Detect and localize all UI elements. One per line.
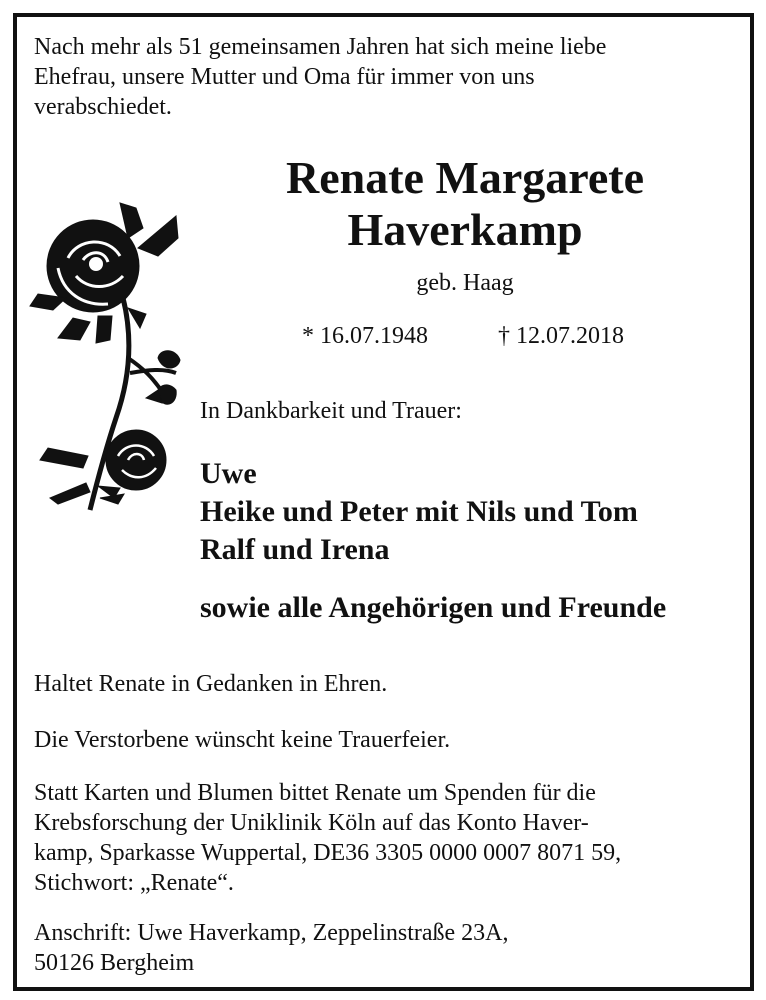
donation-request: Statt Karten und Blumen bittet Renate um Spenden für die Krebsforschung der Uniklinik Köln auf das Konto Haver- kamp, Sparkasse Wuppertal, DE36 3305 0000 0007 8071 59, Stichwort: „Renate“. (34, 780, 622, 896)
mourner-name: Ralf und Irena (200, 533, 390, 566)
mourners-intro: In Dankbarkeit und Trauer: (200, 398, 462, 424)
contact-address: Anschrift: Uwe Haverkamp, Zeppelinstraße 23A, 50126 Bergheim (34, 920, 509, 976)
remembrance-line: Haltet Renate in Gedanken in Ehren. (34, 671, 388, 697)
deceased-name-line1: Renate Margarete (285, 152, 645, 203)
death-date: † 12.07.2018 (498, 323, 624, 349)
mourner-name: Heike und Peter mit Nils und Tom (200, 495, 638, 528)
deceased-name (200, 152, 730, 256)
other-mourners: sowie alle Angehörigen und Freunde (200, 591, 667, 624)
mourners-list (200, 455, 638, 569)
ceremony-note: Die Verstorbene wünscht keine Trauerfeier. (34, 727, 451, 753)
deceased-name-line2: Haverkamp (347, 204, 583, 255)
rose-illustration (28, 198, 198, 518)
birth-date: * 16.07.1948 (302, 323, 428, 349)
maiden-name: geb. Haag (416, 270, 514, 296)
intro-text: Nach mehr als 51 gemeinsamen Jahren hat sich meine liebe Ehefrau, unsere Mutter und Oma für immer von uns verabschiedet. (34, 34, 607, 120)
mourner-name: Uwe (200, 457, 257, 490)
